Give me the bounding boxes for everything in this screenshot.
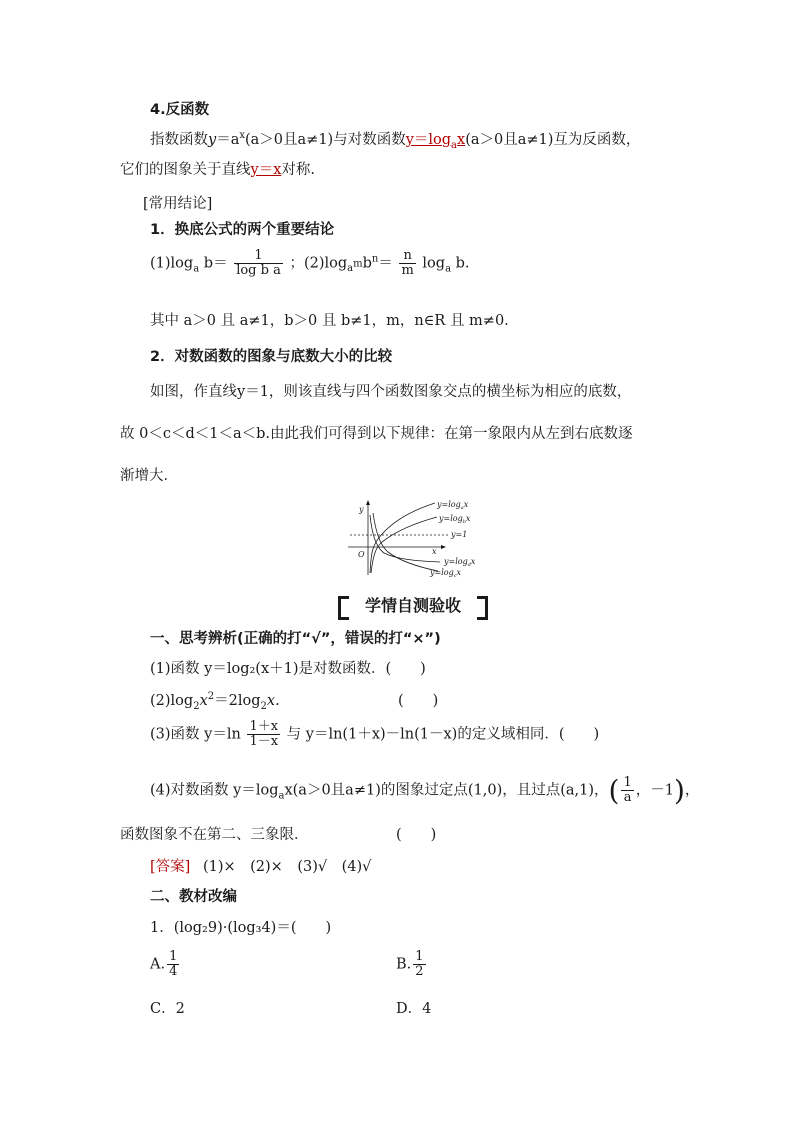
paragraph-inverse-2	[120, 158, 315, 179]
text: (a＞0且a≠1)互为反函数，	[465, 132, 641, 148]
part1-title: 一、思考辨析(正确的打“√”，错误的打“×”)	[150, 631, 441, 647]
heading-graph-comparison: 2．对数函数的图象与底数大小的比较	[150, 349, 393, 365]
condition-text: 其中 a＞0 且 a≠1，b＞0 且 b≠1，m，n∈R 且 m≠0.	[150, 313, 509, 329]
answer-underline: y＝x	[250, 162, 282, 178]
bracket-left	[338, 596, 349, 620]
section-banner	[338, 593, 488, 619]
paren-left: (	[608, 773, 620, 807]
x-axis-arrow	[441, 545, 446, 549]
label-log-c: $y=\log_cx$	[430, 568, 462, 579]
common-conclusion-label: [常用结论]	[143, 196, 213, 212]
formula-base-change: $(1)\log_a$ b＝ $\frac{1}{\text{log b a}}$ ；$(2)\log_{a^m}b^n=$ $\frac{n}{m}$ $\log_a b$.	[150, 248, 470, 278]
curve-log-a	[370, 503, 435, 573]
paren-right: )	[673, 773, 685, 807]
blank: ( )	[398, 693, 439, 709]
paragraph-graph-3: 渐增大．	[120, 468, 178, 484]
option-a: A. $\frac{1}{4}$	[150, 949, 178, 979]
fraction: $\frac{1}{4}$	[169, 949, 178, 979]
answer-label: [答案]	[150, 859, 191, 875]
section-title-inverse-function: 4.反函数	[150, 102, 210, 118]
option-c: C．2	[150, 1001, 185, 1017]
curve-log-c	[373, 513, 438, 571]
text: 对称.	[281, 162, 315, 178]
sup: x	[239, 130, 245, 142]
fraction: $\frac{1+x}{1-x}$	[249, 719, 279, 749]
part2-title: 二、教材改编	[150, 889, 237, 905]
label-log-b: $y=\log_bx$	[439, 514, 471, 525]
banner-title: 学情自测验收	[364, 596, 461, 615]
paragraph-inverse-1	[150, 128, 640, 151]
text: (a＞0且a≠1)与对数函数	[245, 132, 406, 148]
option-d: D．4	[396, 1001, 432, 1017]
textbook-question-1: 1．(log₂9)·(log₃4)＝( )	[150, 920, 332, 936]
label-y-1: y=1	[451, 530, 468, 539]
heading-base-change: 1．换底公式的两个重要结论	[150, 222, 335, 238]
curve-log-b	[371, 517, 437, 573]
question-1: (1)函数 y＝log₂(x＋1)是对数函数．( )	[150, 661, 426, 677]
text: 指数函数	[150, 132, 208, 148]
fraction: $\frac{1}{2}$	[415, 949, 424, 979]
var: y	[208, 132, 217, 148]
paragraph-graph-1: 如图，作直线y＝1，则该直线与四个函数图象交点的横坐标为相应的底数，	[150, 384, 632, 400]
answer-underline: $y=\log_ax$	[405, 132, 466, 151]
y-axis-label: y	[359, 505, 364, 514]
label-log-a: $y=\log_ax$	[437, 500, 469, 511]
curve-log-d	[370, 515, 440, 562]
fraction: $\frac{1}{\text{log b a}}$	[236, 248, 281, 278]
answer-line	[150, 855, 371, 876]
label-log-d: $y=\log_dx$	[444, 557, 476, 568]
blank: ( )	[396, 827, 437, 843]
fraction: $\frac{n}{m}$	[401, 248, 414, 278]
answer-text: (1)× (2)× (3)√ (4)√	[202, 859, 372, 875]
question-3: (3)函数 y＝ln $\frac{1+x}{1-x}$ 与 y＝ln(1＋x)－ln(1－x)的定义域相同．( )	[150, 719, 600, 749]
text: ＝a	[216, 132, 240, 148]
question-2: $(2)\log_2x^2=2\log_2x$. ( )	[150, 689, 280, 712]
log-graph-figure	[340, 495, 490, 580]
text: 它们的图象关于直线	[120, 162, 251, 178]
y-axis-arrow	[366, 500, 370, 505]
bracket-right	[477, 596, 488, 620]
x-axis-label: x	[432, 547, 437, 556]
question-4-cont: 函数图象不在第二、三象限． ( )	[120, 823, 309, 844]
option-b: B. $\frac{1}{2}$	[396, 949, 424, 979]
question-4: (4)对数函数 $y=\log_ax(a>0$且a≠1)的图象过定点(1,0)，且过点(a,1)，( $\frac{1}{a}$ ，－1)，	[150, 773, 700, 807]
origin-label: O	[358, 550, 365, 559]
fraction: $\frac{1}{a}$	[623, 775, 632, 805]
paragraph-graph-2: 故 0＜c＜d＜1＜a＜b.由此我们可得到以下规律：在第一象限内从左到右底数逐	[120, 426, 633, 442]
